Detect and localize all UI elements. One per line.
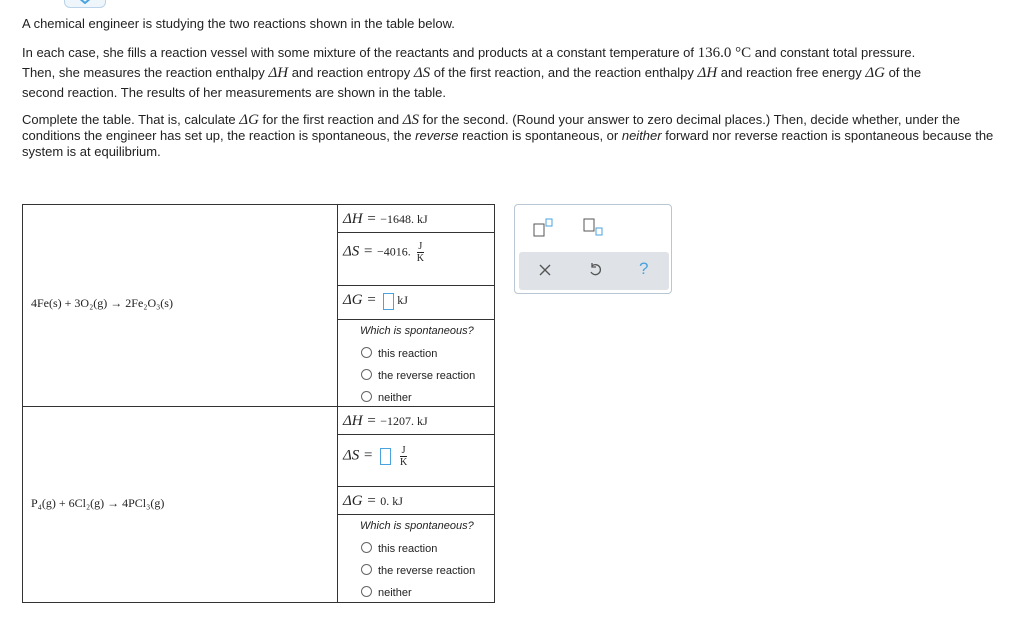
collapse-tab[interactable] [64,0,106,8]
radio-button[interactable] [361,542,372,553]
chevron-down-icon [78,0,92,4]
radio-button[interactable] [361,347,372,358]
math-tools-panel [514,204,672,294]
divider [337,514,495,515]
radio-button[interactable] [361,586,372,597]
unit-fraction: $\frac{J}{K}$ [399,445,408,468]
intro-paragraph: In each case, she fills a reaction vessel with some mixture of the reactants and products at a constant temperature of 136.0 °C and constant total pressure. Then, she measures the reaction enthalpy ΔH and reaction entropy ΔS of the first reaction, and the reaction enthalpy ΔH and reaction free energy ΔG of the second reaction. The results of her measurements are shown in the table. [22,45,922,100]
divider [337,486,495,487]
divider [337,232,495,233]
help-icon[interactable]: ? [639,259,649,278]
divider [337,285,495,286]
subscript-icon[interactable] [583,218,605,241]
r2-question: Which is spontaneous? [360,520,474,532]
instructions-paragraph: Complete the table. That is, calculate ΔG for the first reaction and ΔS for the second. (Round your answer to zero decimal places.) Then, decide whether, under the conditions the engineer has set up, the reaction is spontaneous, the reverse reaction is spontaneous, or neither forward nor reverse reaction is spontaneous because the system is at equilibrium. [22,112,994,159]
row-divider [23,406,495,407]
temperature-value: 136.0 °C [697,45,752,61]
unit-fraction: $\frac{J}{K}$ [416,241,424,264]
r2-option-reverse-reaction[interactable]: the reverse reaction [361,564,475,577]
r1-option-reverse-reaction[interactable]: the reverse reaction [361,369,475,382]
r2-dS-input[interactable] [380,448,391,465]
r1-option-neither[interactable]: neither [361,391,412,404]
r1-enthalpy: ΔH = −1648. kJ [343,211,428,227]
undo-icon[interactable] [588,263,602,280]
radio-button[interactable] [361,369,372,380]
panel-actions [519,252,669,290]
r2-option-this-reaction[interactable]: this reaction [361,542,437,555]
r1-dG-input[interactable] [383,293,394,310]
radio-button[interactable] [361,391,372,402]
r2-option-neither[interactable]: neither [361,586,412,599]
r2-entropy: $\Delta S = \frac{J}{K}$ [343,445,408,468]
divider [337,319,495,320]
r2-free-energy: ΔG = 0. kJ [343,493,403,509]
r1-free-energy: ΔG = kJ [343,292,408,308]
reaction-table [22,204,495,603]
divider [337,434,495,435]
reaction-2-equation: P₄(g) + 6Cl₂(g) → 4PCl₃(g) [31,496,165,510]
reaction-1-equation: 4Fe(s) + 3O₂(g) → 2Fe₂O₃(s) [31,296,173,310]
r1-question: Which is spontaneous? [360,325,474,337]
r2-enthalpy: ΔH = −1207. kJ [343,413,428,429]
radio-button[interactable] [361,564,372,575]
r1-entropy: ΔS = −4016. $\frac{J}{K}$ [343,241,424,264]
r1-option-this-reaction[interactable]: this reaction [361,347,437,360]
superscript-icon[interactable] [533,218,553,241]
intro-line: A chemical engineer is studying the two reactions shown in the table below. [22,16,455,31]
clear-icon[interactable] [539,264,551,279]
column-divider [337,205,338,602]
